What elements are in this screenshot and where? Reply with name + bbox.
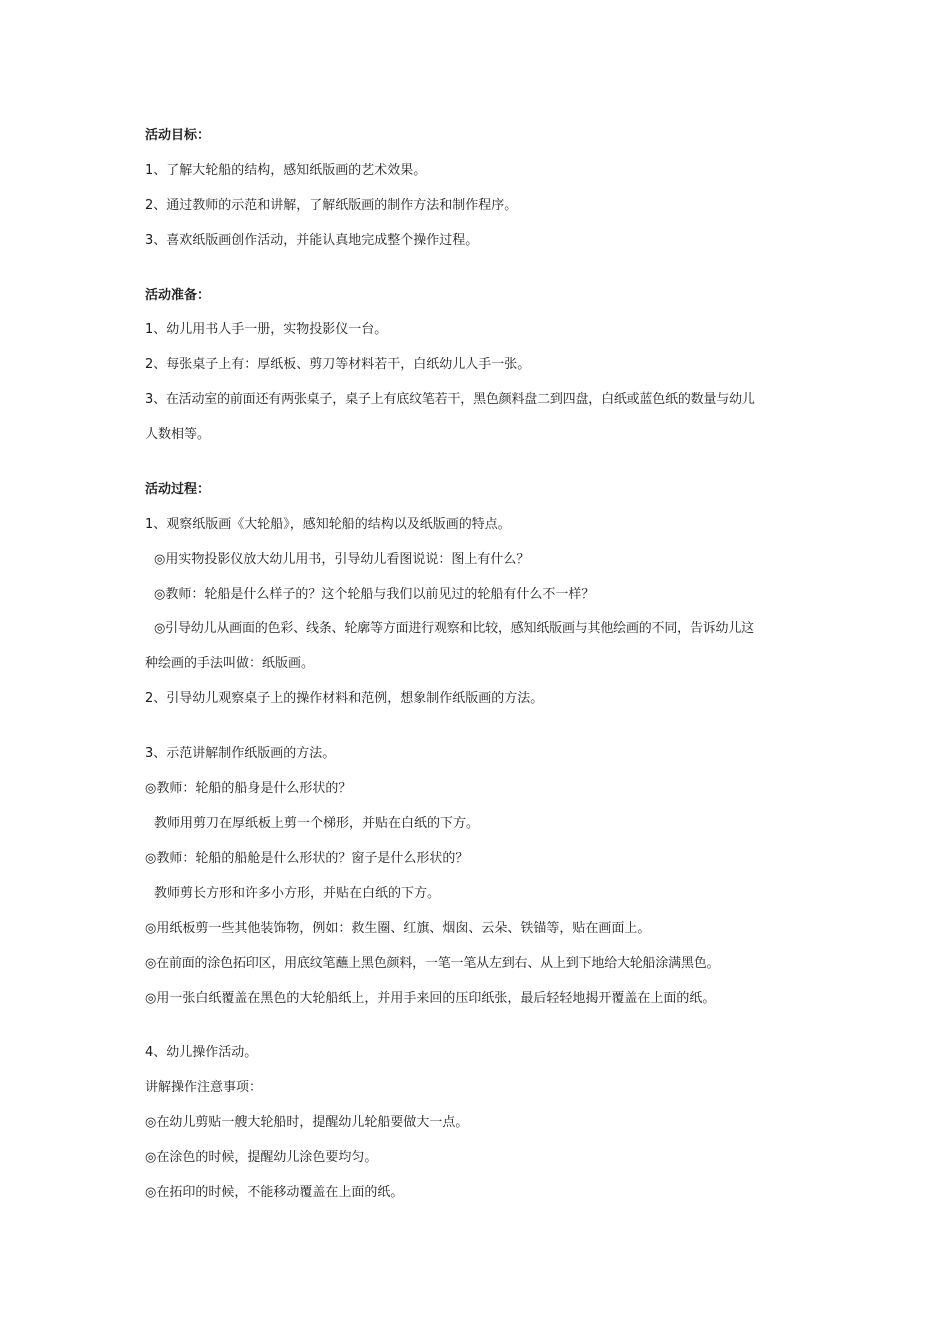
goals-heading: 活动目标：: [145, 128, 211, 143]
process-step-1-c-cont: 种绘画的手法叫做：纸版画。: [145, 656, 315, 671]
process-step-4-notes-heading: 讲解操作注意事项：: [145, 1080, 263, 1095]
process-step-3-e: ◎用一张白纸覆盖在黑色的大轮船纸上，并用手来回的压印纸张，最后轻轻地揭开覆盖在上面的纸。: [145, 991, 716, 1006]
process-step-3: 3、示范讲解制作纸版画的方法。: [145, 746, 336, 761]
process-step-3-d: ◎在前面的涂色拓印区，用底纹笔蘸上黑色颜料，一笔一笔从左到右、从上到下地给大轮船涂满黑色。: [145, 956, 720, 971]
goal-item-3: 3、喜欢纸版画创作活动，并能认真地完成整个操作过程。: [145, 233, 479, 248]
process-step-1-c: ◎引导幼儿从画面的色彩、线条、轮廓等方面进行观察和比较，感知纸版画与其他绘画的不同，告诉幼儿这: [154, 621, 754, 636]
process-step-3-b: ◎教师：轮船的船舱是什么形状的？窗子是什么形状的？: [145, 851, 469, 866]
process-step-3-a-detail: 教师用剪刀在厚纸板上剪一个梯形，并贴在白纸的下方。: [154, 816, 480, 831]
prep-heading: 活动准备：: [145, 288, 211, 303]
process-step-1-a: ◎用实物投影仪放大幼儿用书，引导幼儿看图说说：图上有什么？: [154, 552, 530, 567]
process-step-1-b: ◎教师：轮船是什么样子的？这个轮船与我们以前见过的轮船有什么不一样？: [154, 587, 595, 602]
process-step-3-b-detail: 教师剪长方形和许多小方形，并贴在白纸的下方。: [154, 886, 441, 901]
goal-item-1: 1、了解大轮船的结构，感知纸版画的艺术效果。: [145, 163, 427, 178]
process-step-4: 4、幼儿操作活动。: [145, 1045, 258, 1060]
process-step-2: 2、引导幼儿观察桌子上的操作材料和范例，想象制作纸版画的方法。: [145, 691, 544, 706]
process-step-4-note-3: ◎在拓印的时候，不能移动覆盖在上面的纸。: [145, 1185, 404, 1200]
prep-item-2: 2、每张桌子上有：厚纸板、剪刀等材料若干，白纸幼儿人手一张。: [145, 357, 531, 372]
process-step-4-note-2: ◎在涂色的时候，提醒幼儿涂色要均匀。: [145, 1150, 378, 1165]
process-heading: 活动过程：: [145, 482, 211, 497]
goal-item-2: 2、通过教师的示范和讲解，了解纸版画的制作方法和制作程序。: [145, 198, 518, 213]
prep-item-1: 1、幼儿用书人手一册，实物投影仪一台。: [145, 322, 388, 337]
process-step-3-a: ◎教师：轮船的船身是什么形状的？: [145, 781, 352, 796]
process-step-4-note-1: ◎在幼儿剪贴一艘大轮船时，提醒幼儿轮船要做大一点。: [145, 1115, 469, 1130]
process-step-1: 1、观察纸版画《大轮船》，感知轮船的结构以及纸版画的特点。: [145, 517, 511, 532]
process-step-3-c: ◎用纸板剪一些其他装饰物，例如：救生圈、红旗、烟囱、云朵、铁锚等，贴在画面上。: [145, 921, 651, 936]
prep-item-3: 3、在活动室的前面还有两张桌子，桌子上有底纹笔若干，黑色颜料盘二到四盘，白纸或蓝色纸的数量与幼儿: [145, 392, 755, 407]
prep-item-3-cont: 人数相等。: [145, 427, 211, 442]
